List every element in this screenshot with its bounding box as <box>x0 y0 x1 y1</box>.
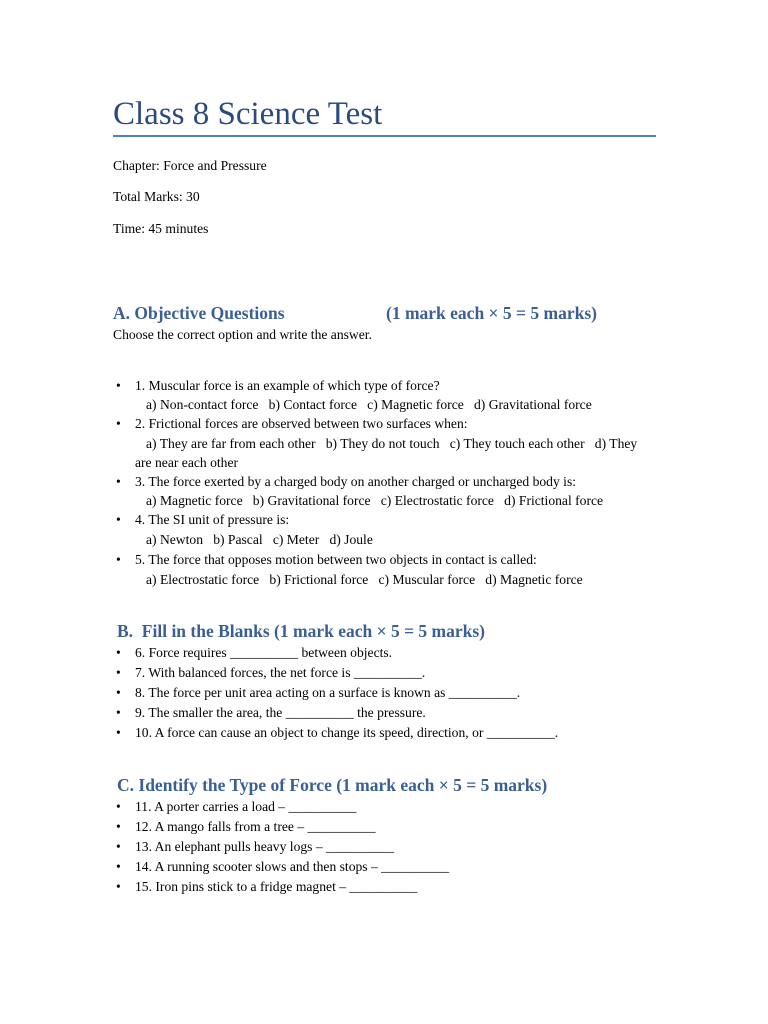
list-item: • 11. A porter carries a load – __________ <box>135 797 449 817</box>
time-label: Time: 45 minutes <box>113 221 209 236</box>
question-text: • 4. The SI unit of pressure is: <box>135 512 290 528</box>
question-options: a) Electrostatic force b) Frictional force c) Muscular force d) Magnetic force <box>146 571 583 587</box>
section-c-heading: C. Identify the Type of Force (1 mark each × 5 = 5 marks) <box>117 775 548 795</box>
list-item <box>135 472 637 510</box>
list-item <box>135 376 637 414</box>
list-item: • 9. The smaller the area, the __________ the pressure. <box>135 703 558 723</box>
list-item: • 15. Iron pins stick to a fridge magnet – __________ <box>135 877 449 897</box>
fill-in-blanks-list <box>135 643 558 743</box>
question-text: • 2. Frictional forces are observed between two surfaces when: <box>135 416 468 432</box>
section-a-title: A. Objective Questions <box>113 303 285 323</box>
question-options: a) They are far from each other b) They do not touch c) They touch each other d) They are near each other <box>135 435 638 470</box>
list-item: • 12. A mango falls from a tree – __________ <box>135 817 449 837</box>
section-b-heading: B. Fill in the Blanks (1 mark each × 5 = 5 marks) <box>117 621 486 641</box>
list-item: • 6. Force requires __________ between objects. <box>135 643 558 663</box>
section-a-marks: (1 mark each × 5 = 5 marks) <box>386 303 597 323</box>
page-title: Class 8 Science Test <box>113 96 383 132</box>
list-item <box>135 414 637 472</box>
question-options: a) Magnetic force b) Gravitational force c) Electrostatic force d) Frictional force <box>146 493 604 509</box>
chapter-label: Chapter: Force and Pressure <box>113 158 267 173</box>
list-item: • 8. The force per unit area acting on a surface is known as __________. <box>135 683 558 703</box>
list-item: • 13. An elephant pulls heavy logs – __________ <box>135 837 449 857</box>
total-marks-label: Total Marks: 30 <box>113 189 200 204</box>
list-item: • 7. With balanced forces, the net force is __________. <box>135 663 558 683</box>
list-item: • 14. A running scooter slows and then stops – __________ <box>135 857 449 877</box>
section-a-instruction: Choose the correct option and write the answer. <box>113 327 372 342</box>
objective-question-list <box>135 376 637 589</box>
section-a-heading <box>113 301 597 325</box>
list-item <box>135 550 637 588</box>
title-underline <box>113 135 656 137</box>
list-item: • 10. A force can cause an object to change its speed, direction, or __________. <box>135 723 558 743</box>
question-text: • 3. The force exerted by a charged body on another charged or uncharged body is: <box>135 474 577 490</box>
question-text: • 5. The force that opposes motion between two objects in contact is called: <box>135 552 537 568</box>
question-options: a) Newton b) Pascal c) Meter d) Joule <box>146 531 373 547</box>
list-item <box>135 510 637 548</box>
question-options: a) Non-contact force b) Contact force c) Magnetic force d) Gravitational force <box>146 397 592 413</box>
question-text: • 1. Muscular force is an example of which type of force? <box>135 378 440 393</box>
identify-force-list <box>135 797 449 897</box>
